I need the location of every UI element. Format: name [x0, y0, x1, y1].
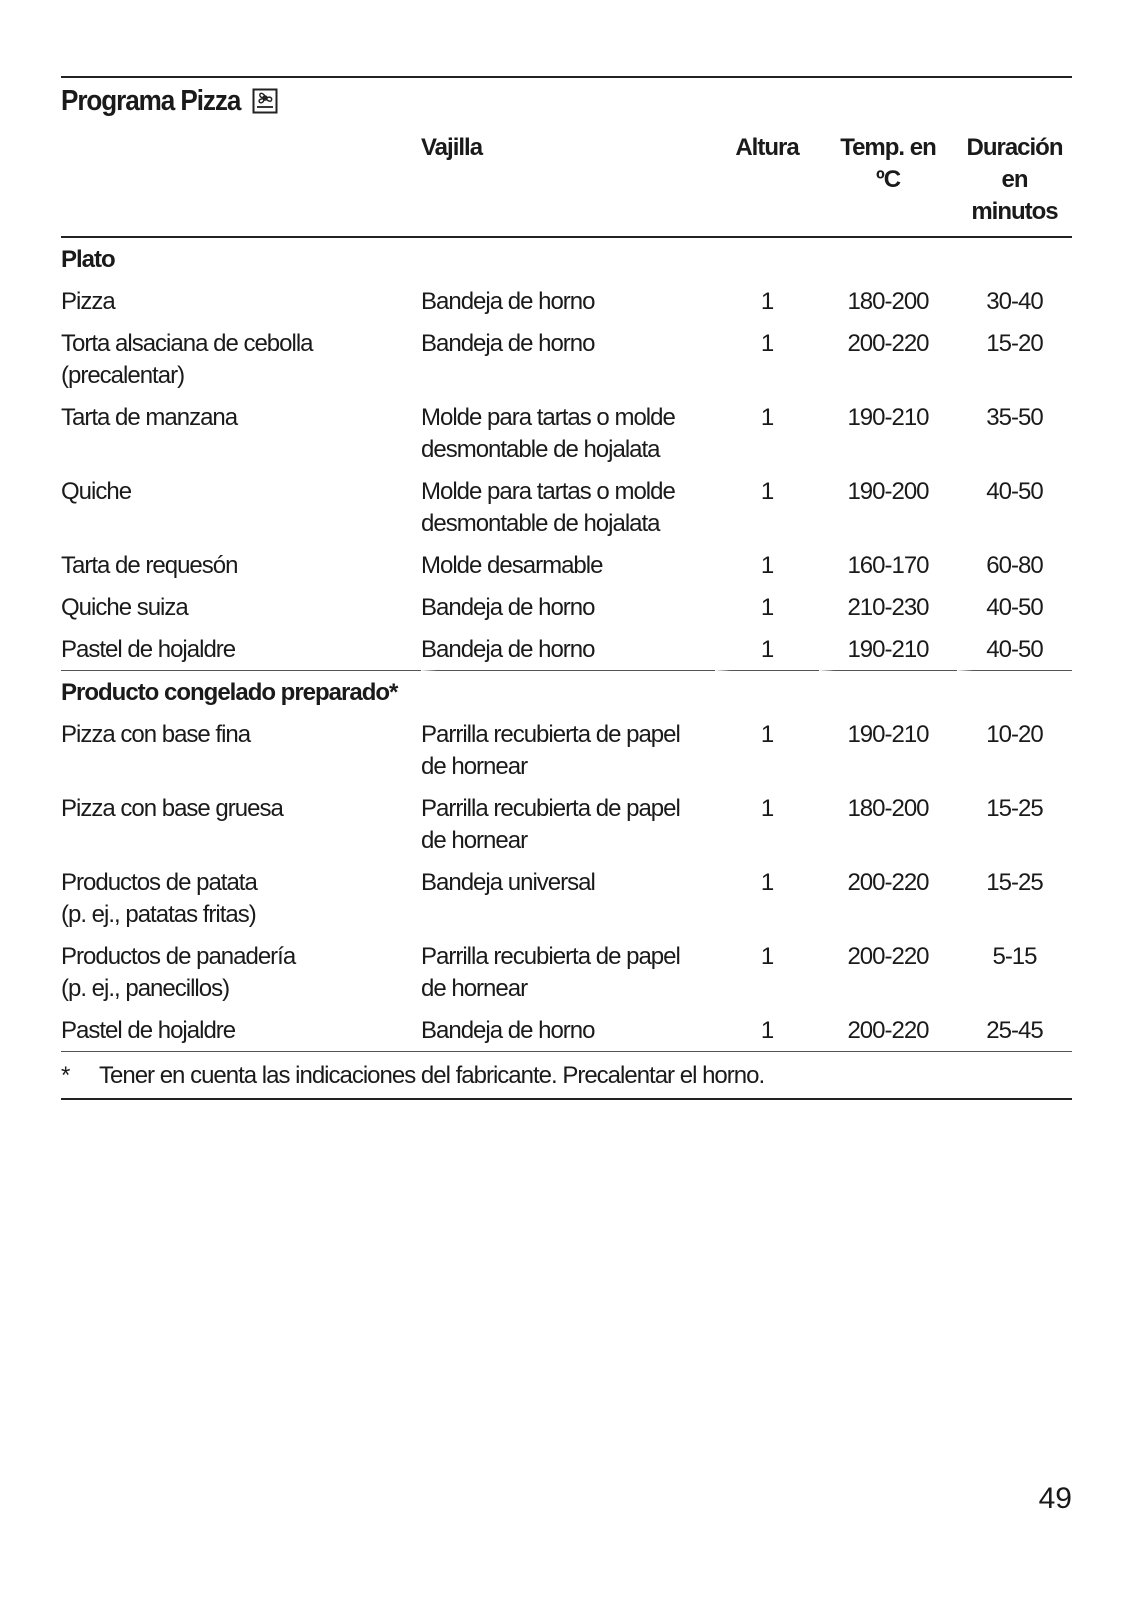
page-number: 49: [1038, 1482, 1072, 1515]
cell-temperature: 180-200: [847, 288, 929, 315]
cell-vessel: Bandeja de horno: [421, 330, 595, 357]
table-row: [61, 322, 1072, 396]
cell-vessel: Bandeja universal: [421, 869, 595, 896]
cell-height: 1: [760, 1017, 774, 1044]
cell-dish: Productos de panadería (p. ej., panecillos): [61, 943, 296, 1002]
footnote-row: [61, 1051, 1072, 1100]
table-row: [61, 396, 1072, 470]
cell-dish: Pizza con base gruesa: [61, 795, 283, 822]
cell-height: 1: [760, 404, 774, 431]
section-heading: Plato: [61, 246, 115, 273]
section-heading: Producto congelado preparado*: [61, 679, 398, 706]
cell-vessel: Parrilla recubierta de papel de hornear: [421, 795, 680, 854]
table-row: [61, 1009, 1072, 1051]
title-row: [61, 78, 1072, 124]
cell-temperature: 160-170: [847, 552, 929, 579]
cell-dish: Tarta de manzana: [61, 404, 238, 431]
section-heading-row: [61, 671, 1072, 713]
cell-duration: 35-50: [986, 404, 1043, 431]
footnote: [61, 1051, 1072, 1100]
cell-duration: 25-45: [986, 1017, 1043, 1044]
cell-vessel: Molde para tartas o molde desmontable de hojalata: [421, 404, 675, 463]
cell-height: 1: [760, 478, 774, 505]
header-duration: Duración en minutos: [957, 124, 1072, 238]
cell-height: 1: [760, 552, 774, 579]
table-row: [61, 586, 1072, 628]
cell-temperature: 200-220: [847, 1017, 929, 1044]
cell-vessel: Bandeja de horno: [421, 1017, 595, 1044]
footnote-text: Tener en cuenta las indicaciones del fabricante. Precalentar el horno.: [99, 1062, 765, 1089]
header-height: Altura: [715, 124, 819, 238]
cell-duration: 15-25: [986, 795, 1043, 822]
table-row: [61, 935, 1072, 1009]
page-title: Programa Pizza: [61, 84, 241, 117]
header-temperature: Temp. en ºC: [819, 124, 957, 238]
cell-height: 1: [760, 330, 774, 357]
pizza-program-table: [61, 124, 1072, 1100]
cell-duration: 15-20: [986, 330, 1043, 357]
table-row: [61, 713, 1072, 787]
cell-dish: Tarta de requesón: [61, 552, 238, 579]
cell-height: 1: [760, 869, 774, 896]
cell-dish: Pastel de hojaldre: [61, 1017, 236, 1044]
cell-vessel: Bandeja de horno: [421, 594, 595, 621]
cell-dish: Pizza con base fina: [61, 721, 251, 748]
table-row: [61, 280, 1072, 322]
table-row: [61, 544, 1072, 586]
cell-duration: 40-50: [986, 636, 1043, 663]
cell-temperature: 210-230: [847, 594, 929, 621]
table-row: [61, 861, 1072, 935]
cell-dish: Torta alsaciana de cebolla (precalentar): [61, 330, 313, 389]
cell-vessel: Bandeja de horno: [421, 288, 595, 315]
table-header-row: [61, 124, 1072, 238]
cell-temperature: 190-210: [847, 636, 929, 663]
cell-vessel: Molde desarmable: [421, 552, 603, 579]
cell-vessel: Molde para tartas o molde desmontable de hojalata: [421, 478, 675, 537]
cell-temperature: 200-220: [847, 869, 929, 896]
cell-duration: 10-20: [986, 721, 1043, 748]
cell-dish: Pastel de hojaldre: [61, 636, 236, 663]
section-heading-row: [61, 238, 1072, 280]
cell-duration: 5-15: [992, 943, 1037, 970]
document-page: [61, 76, 1072, 1100]
header-vessel: Vajilla: [421, 124, 715, 238]
cell-temperature: 200-220: [847, 330, 929, 357]
cell-temperature: 190-210: [847, 404, 929, 431]
table-row: [61, 470, 1072, 544]
cell-vessel: Parrilla recubierta de papel de hornear: [421, 943, 680, 1002]
cell-duration: 30-40: [986, 288, 1043, 315]
cell-temperature: 190-200: [847, 478, 929, 505]
cell-height: 1: [760, 795, 774, 822]
cell-dish: Productos de patata (p. ej., patatas fritas): [61, 869, 257, 928]
cell-height: 1: [760, 288, 774, 315]
cell-temperature: 200-220: [847, 943, 929, 970]
cell-duration: 40-50: [986, 594, 1043, 621]
cell-duration: 40-50: [986, 478, 1043, 505]
cell-duration: 60-80: [986, 552, 1043, 579]
cell-dish: Quiche: [61, 478, 132, 505]
footnote-marker: *: [61, 1062, 70, 1089]
cell-height: 1: [760, 636, 774, 663]
pizza-mode-icon: [252, 88, 278, 114]
cell-height: 1: [760, 943, 774, 970]
cell-height: 1: [760, 594, 774, 621]
cell-temperature: 190-210: [847, 721, 929, 748]
table-row: [61, 628, 1072, 670]
cell-vessel: Bandeja de horno: [421, 636, 595, 663]
cell-dish: Quiche suiza: [61, 594, 188, 621]
cell-duration: 15-25: [986, 869, 1043, 896]
section-dishes: [61, 238, 1072, 670]
cell-dish: Pizza: [61, 288, 115, 315]
cell-vessel: Parrilla recubierta de papel de hornear: [421, 721, 680, 780]
cell-temperature: 180-200: [847, 795, 929, 822]
section-frozen: [61, 670, 1072, 1051]
cell-height: 1: [760, 721, 774, 748]
table-row: [61, 787, 1072, 861]
header-dish: [61, 124, 421, 238]
